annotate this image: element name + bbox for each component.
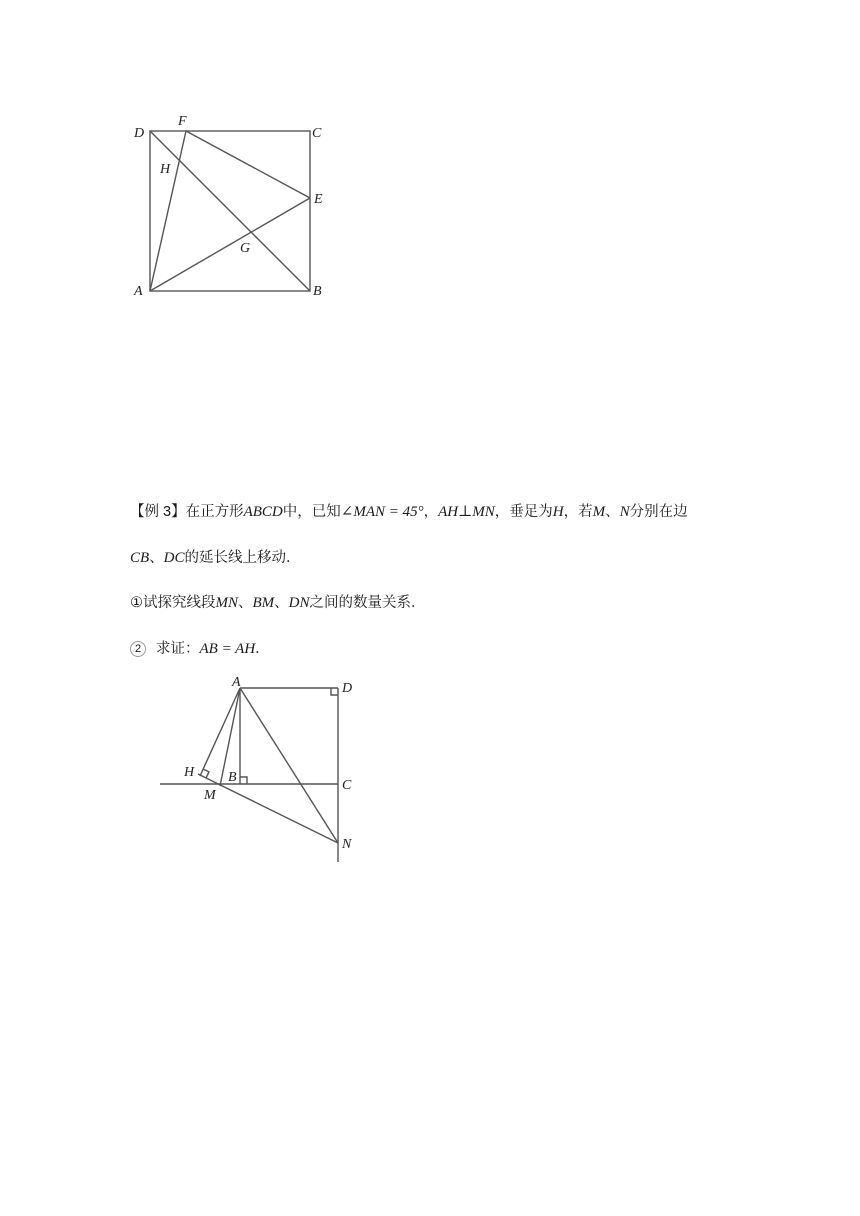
label-e: E <box>314 192 323 207</box>
label-d: D <box>342 681 353 696</box>
label-h: H <box>160 162 171 177</box>
label-b: B <box>313 284 322 299</box>
angle-expression: ∠MAN = 45° <box>340 504 424 520</box>
segment-ah <box>200 688 240 776</box>
label-m: M <box>204 788 216 803</box>
segment-af <box>150 131 186 291</box>
label-c: C <box>342 778 352 793</box>
figure-square-abcd <box>120 105 350 305</box>
perpendicular-expression: AH⊥MN <box>438 504 495 520</box>
question-2-number: 2 <box>130 641 146 657</box>
figure-2-diagram <box>150 668 370 868</box>
label-c: C <box>312 126 322 141</box>
question-1-number: ① <box>130 595 143 611</box>
question-2: 2 求证：AB = AH． <box>130 637 270 658</box>
label-h: H <box>184 765 195 780</box>
label-g: G <box>240 241 251 256</box>
right-angle-b <box>240 777 247 784</box>
proof-expression: AB = AH <box>199 641 256 657</box>
label-b: B <box>228 770 237 785</box>
figure-1-diagram <box>120 105 350 305</box>
figure-man-diagram <box>150 668 370 868</box>
label-f: F <box>178 114 187 129</box>
label-a: A <box>232 675 241 690</box>
segment-fe <box>186 131 310 198</box>
segment-an <box>240 688 338 843</box>
example3-line2: CB、DC的延长线上移动． <box>130 550 301 566</box>
label-n: N <box>342 837 352 852</box>
example-tag: 【例 3】 <box>130 504 186 520</box>
example3-line1: 【例 3】在正方形ABCD中，已知∠MAN = 45°，AH⊥MN，垂足为H，若M、N分别在边 <box>130 504 688 520</box>
label-a: A <box>134 284 143 299</box>
right-angle-d <box>331 688 338 695</box>
label-d: D <box>134 126 145 141</box>
question-1: ①试探究线段MN、BM、DN之间的数量关系． <box>130 595 426 611</box>
